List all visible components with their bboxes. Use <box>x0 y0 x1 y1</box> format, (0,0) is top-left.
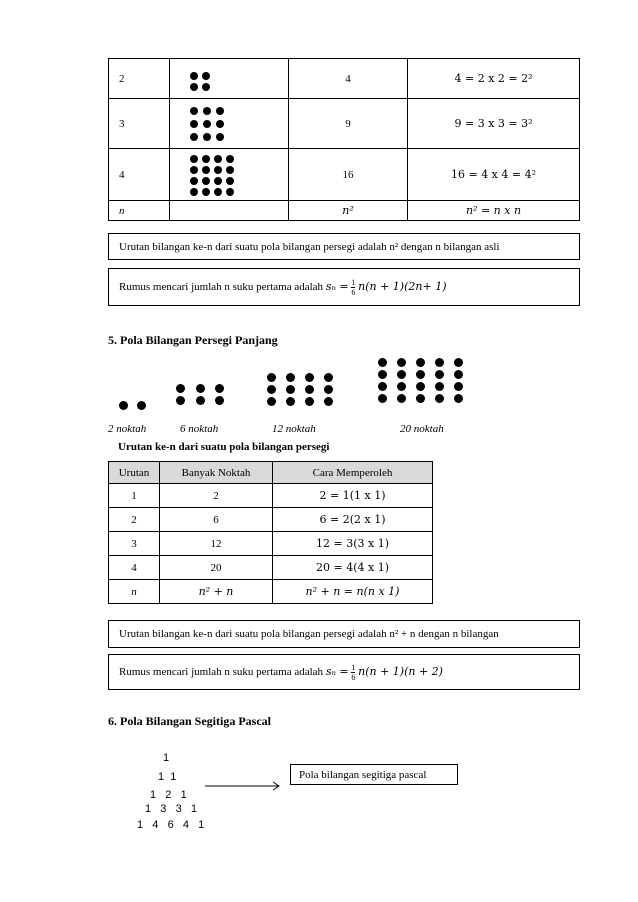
formula-rhs: n(n + 1)(n + 2) <box>358 665 443 679</box>
pascal-row-1: 1 <box>163 752 170 764</box>
noktah-cell: n² <box>289 201 408 221</box>
cara-cell: n² + n = n(n x 1) <box>273 580 433 604</box>
dot <box>202 83 210 91</box>
section-6-title: 6. Pola Bilangan Segitiga Pascal <box>108 714 272 728</box>
table-row <box>109 484 433 508</box>
header-cara-memperoleh: Cara Memperoleh <box>273 462 433 484</box>
rect-sum-formula-box <box>108 654 580 690</box>
noktah-cell: 20 <box>160 556 273 580</box>
dots-cell <box>170 149 289 201</box>
noktah-cell: 9 <box>289 99 408 149</box>
square-sum-formula-box <box>108 268 580 306</box>
table-row <box>109 580 433 604</box>
urutan-cell: n <box>109 580 160 604</box>
table-row <box>109 201 580 221</box>
rect-definition-box <box>108 620 580 648</box>
rect-table <box>108 461 433 604</box>
square-definition-text: Urutan bilangan ke-n dari suatu pola bilangan persegi adalah n² dengan n bilangan asli <box>119 241 500 253</box>
header-urutan: Urutan <box>109 462 160 484</box>
table-row <box>109 508 433 532</box>
urutan-cell: 1 <box>109 484 160 508</box>
fraction-denominator: 6 <box>351 673 356 682</box>
caption-12-noktah: 12 noktah <box>272 423 316 435</box>
pascal-row-4: 1 3 3 1 <box>145 803 197 815</box>
formula-rhs: n(n + 1)(2n+ 1) <box>358 280 447 294</box>
cara-cell: 9 = 3 x 3 = 3² <box>408 99 580 149</box>
dots-cell <box>170 59 289 99</box>
table-row <box>109 59 580 99</box>
header-banyak-noktah: Banyak Noktah <box>160 462 273 484</box>
dot <box>190 72 198 80</box>
pascal-row-2: 1 1 <box>158 771 177 783</box>
urutan-cell: 2 <box>109 508 160 532</box>
cara-cell: n² = n x n <box>408 201 580 221</box>
noktah-cell: n² + n <box>160 580 273 604</box>
rect-subtitle: Urutan ke-n dari suatu pola bilangan persegi <box>118 441 330 453</box>
noktah-cell: 4 <box>289 59 408 99</box>
noktah-cell: 12 <box>160 532 273 556</box>
dots-cell <box>170 99 289 149</box>
dot <box>190 83 198 91</box>
formula-lhs: sₙ = <box>325 665 349 679</box>
urutan-cell: 4 <box>109 149 170 201</box>
pascal-label-box <box>290 764 458 785</box>
dots-cell <box>170 201 289 221</box>
urutan-cell: 3 <box>109 99 170 149</box>
formula-lhs: sₙ = <box>325 280 349 294</box>
table-row <box>109 99 580 149</box>
fraction-numerator: 1 <box>351 278 356 287</box>
cara-cell: 2 = 1(1 x 1) <box>273 484 433 508</box>
urutan-cell: 2 <box>109 59 170 99</box>
noktah-cell: 6 <box>160 508 273 532</box>
table-row <box>109 556 433 580</box>
fraction-denominator: 6 <box>351 288 356 297</box>
fraction <box>351 663 355 682</box>
noktah-cell: 16 <box>289 149 408 201</box>
urutan-cell: 3 <box>109 532 160 556</box>
urutan-cell: n <box>109 201 170 221</box>
cara-cell: 6 = 2(2 x 1) <box>273 508 433 532</box>
table-row <box>109 149 580 201</box>
pascal-row-5: 1 4 6 4 1 <box>137 819 205 831</box>
dot <box>202 72 210 80</box>
square-definition-box <box>108 233 580 260</box>
caption-2-noktah: 2 noktah <box>108 423 147 435</box>
rect-definition-text: Urutan bilangan ke-n dari suatu pola bilangan persegi adalah n² + n dengan n bilangan <box>119 628 499 640</box>
cara-cell: 12 = 3(3 x 1) <box>273 532 433 556</box>
section-5-title: 5. Pola Bilangan Persegi Panjang <box>108 333 278 347</box>
table-row <box>109 532 433 556</box>
caption-6-noktah: 6 noktah <box>180 423 219 435</box>
fraction <box>351 278 355 297</box>
pascal-label: Pola bilangan segitiga pascal <box>299 769 427 781</box>
table-header-row <box>109 462 433 484</box>
cara-cell: 20 = 4(4 x 1) <box>273 556 433 580</box>
fraction-numerator: 1 <box>351 663 356 672</box>
urutan-cell: 4 <box>109 556 160 580</box>
pascal-row-3: 1 2 1 <box>150 789 187 801</box>
formula-text: Rumus mencari jumlah n suku pertama adalah <box>119 281 324 294</box>
cara-cell: 4 = 2 x 2 = 2² <box>408 59 580 99</box>
right-arrow-icon <box>205 780 283 792</box>
noktah-cell: 2 <box>160 484 273 508</box>
formula-text: Rumus mencari jumlah n suku pertama adalah <box>119 666 324 679</box>
square-table <box>108 58 580 221</box>
caption-20-noktah: 20 noktah <box>400 423 444 435</box>
cara-cell: 16 = 4 x 4 = 4² <box>408 149 580 201</box>
